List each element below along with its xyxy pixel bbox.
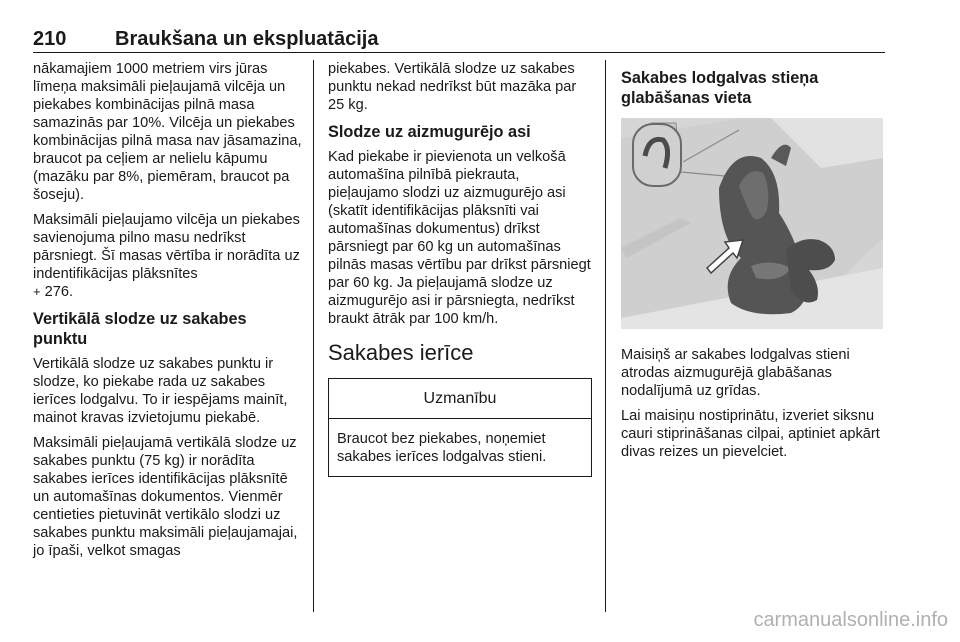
section-heading: Slodze uz aizmugurējo asi bbox=[328, 123, 531, 141]
section-heading: Vertikālā slodze uz sakabes punktu bbox=[33, 310, 247, 348]
storage-bag-illustration-svg bbox=[621, 118, 883, 329]
paragraph-text: Maksimāli pieļaujamo vilcēja un piekabes savienojuma pilno masu nedrīkst pārsniegt. Šī masas vērtība ir norādīta uz indentifikācijas plāksnītes bbox=[33, 212, 300, 282]
page-number: 210 bbox=[33, 28, 67, 50]
column-divider bbox=[605, 60, 606, 612]
paragraph: Kad piekabe ir pievienota un velkošā automašīna pilnībā piekrauta, pieļaujamo slodzi uz aizmugurējo asi (skatīt identifikācijas plāksnīti vai automašīnas dokumentus) drīkst pārsniegt par 60 kg un automašīnas pilnās masas vērtību par drīkst pārsniegt par 60 kg. Ja pieļaujamā slodze uz aizmugurējo asi ir pārsniegta, nedrīkst braukt ātrāk par 100 km/h. bbox=[328, 149, 591, 327]
notice-text: Braucot bez piekabes, noņemiet sakabes ierīces lodgalvas stieni. bbox=[337, 431, 547, 465]
towbar-storage-illustration bbox=[621, 118, 883, 329]
watermark: carmanualsonline.info bbox=[753, 609, 948, 631]
notice-title: Uzmanību bbox=[329, 379, 591, 419]
paragraph: piekabes. Vertikālā slodze uz sakabes punktu nekad nedrīkst būt mazāka par 25 kg. bbox=[328, 61, 577, 113]
column-3 bbox=[621, 60, 885, 468]
column-1 bbox=[33, 60, 303, 567]
paragraph bbox=[33, 211, 303, 301]
paragraph: nākamajiem 1000 metriem virs jūras līmeņa maksimāli pieļaujamā vilcēja un piekabes kombinācijas pilnā masa samazinās par 10%. Vilcēja un piekabes kombinācijas pilnā masa nav jāsamazina, braucot pa ceļiem ar nelielu kāpumu (mazāku par 8%, piemēram, braucot pa šoseju). bbox=[33, 61, 302, 203]
section-heading: Sakabes lodgalvas stieņa glabāšanas vieta bbox=[621, 69, 819, 107]
page-header bbox=[33, 28, 885, 53]
paragraph: Maisiņš ar sakabes lodgalvas stieni atrodas aizmugurējā glabāšanas nodalījumā uz grīdas. bbox=[621, 347, 850, 399]
column-2 bbox=[328, 60, 592, 477]
column-divider bbox=[313, 60, 314, 612]
chapter-title: Braukšana un ekspluatācija bbox=[115, 28, 379, 50]
caution-notice bbox=[328, 378, 592, 477]
paragraph: Vertikālā slodze uz sakabes punktu ir slodze, ko piekabe rada uz sakabes ierīces lodgalvu. To ir iespējams mainīt, mainot kravas izvietojumu piekabē. bbox=[33, 356, 288, 426]
page-reference[interactable]: 276. bbox=[44, 284, 74, 300]
page-reference-icon: + bbox=[33, 284, 41, 299]
chapter-section-heading: Sakabes ierīce bbox=[328, 340, 474, 365]
paragraph: Maksimāli pieļaujamā vertikālā slodze uz sakabes punktu (75 kg) ir norādīta sakabes ierīces identifikācijas plāksnītē un automašīnas dokumentos. Vienmēr centieties pietuvināt vertikālo slodzi uz sakabes punktu maksimāli pieļaujamajai, jo īpaši, velkot smagas bbox=[33, 435, 298, 559]
notice-body bbox=[329, 419, 591, 476]
paragraph: Lai maisiņu nostiprinātu, izveriet siksnu cauri stiprināšanas cilpai, aptiniet apkārt divas reizes un pievelciet. bbox=[621, 408, 880, 460]
